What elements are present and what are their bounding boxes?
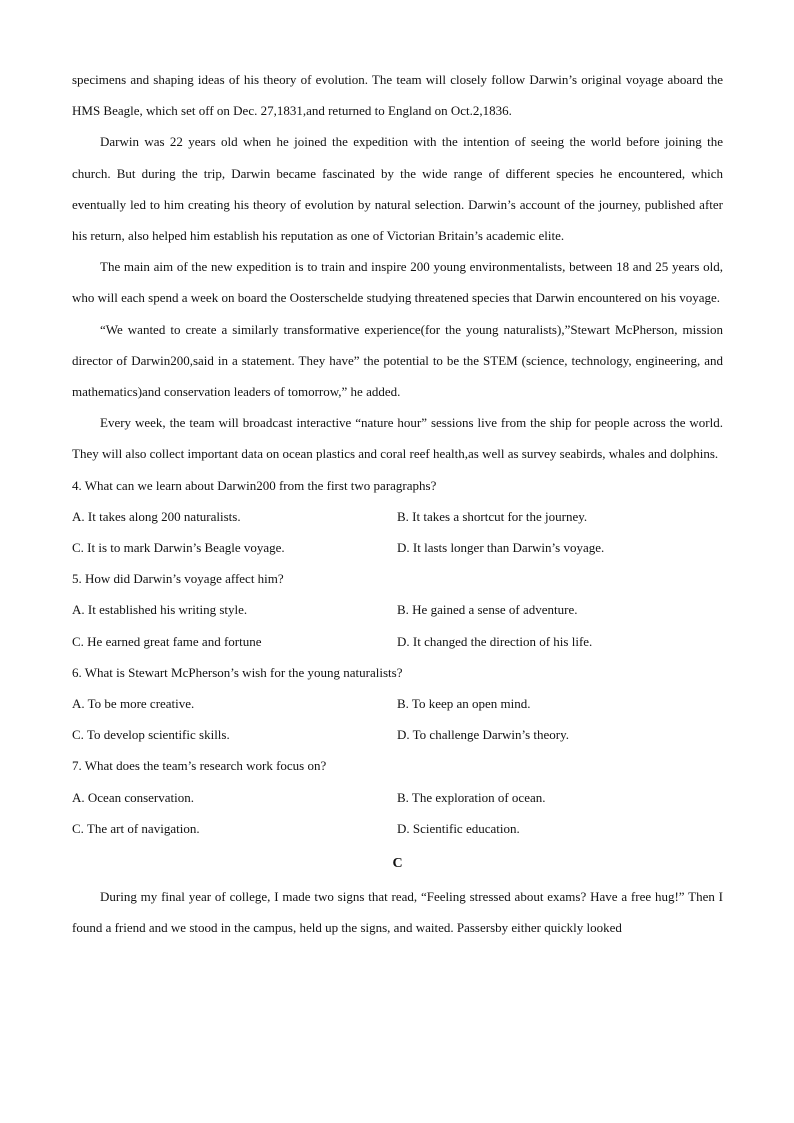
option-row	[72, 813, 723, 844]
option-b: B. To keep an open mind.	[397, 696, 531, 711]
question-stem: 7. What does the team’s research work focus on?	[72, 758, 327, 774]
passage-paragraph: specimens and shaping ideas of his theory of evolution. The team will closely follow Darwin’s original voyage aboard the HMS Beagle, which set off on Dec. 27,1831,and returned to England on Oct.2,1836.	[72, 72, 723, 119]
option-d: D. It lasts longer than Darwin’s voyage.	[397, 540, 605, 556]
option-b: B. It takes a shortcut for the journey.	[397, 508, 588, 524]
option-b: B. The exploration of ocean.	[397, 789, 546, 805]
option-row	[72, 501, 723, 532]
passage-paragraph: During my final year of college, I made two signs that read, “Feeling stressed about exams? Have a free hug!” Then I found a friend and we stood in the campus, held up the signs, and waited. Passersby either quickly looked	[72, 889, 723, 936]
option-c: C. It is to mark Darwin’s Beagle voyage.	[72, 540, 285, 556]
question-stem: 4. What can we learn about Darwin200 from the first two paragraphs?	[72, 477, 437, 493]
option-row	[72, 626, 723, 657]
option-d: D. It changed the direction of his life.	[397, 633, 593, 649]
question-6	[72, 657, 723, 751]
passage-paragraph: Every week, the team will broadcast interactive “nature hour” sessions live from the ship for people across the world. They will also collect important data on ocean plastics and coral reef health,as well as survey seabirds, whales and dolphins.	[72, 415, 723, 462]
question-5	[72, 563, 723, 657]
passage-paragraph: “We wanted to create a similarly transformative experience(for the young naturalists),”Stewart McPherson, mission director of Darwin200,said in a statement. They have” the potential to be the STEM (science, technology, engineering, and mathematics)and conservation leaders of tomorrow,” he added.	[72, 321, 723, 400]
option-a: A. To be more creative.	[72, 696, 195, 711]
question-7	[72, 750, 723, 844]
option-row	[72, 688, 723, 719]
question-4	[72, 470, 723, 564]
option-a: A. Ocean conservation.	[72, 789, 195, 805]
option-row	[72, 719, 723, 750]
option-a: A. It established his writing style.	[72, 602, 248, 618]
document-page	[72, 64, 723, 944]
option-a: A. It takes along 200 naturalists.	[72, 508, 241, 524]
option-d: D. Scientific education.	[397, 820, 520, 836]
option-d: D. To challenge Darwin’s theory.	[397, 727, 570, 743]
option-c: C. He earned great fame and fortune	[72, 633, 262, 649]
question-stem: 6. What is Stewart McPherson’s wish for the young naturalists?	[72, 664, 403, 680]
question-stem: 5. How did Darwin’s voyage affect him?	[72, 571, 284, 587]
option-row	[72, 782, 723, 813]
option-b: B. He gained a sense of adventure.	[397, 602, 578, 618]
option-row	[72, 594, 723, 625]
option-row	[72, 532, 723, 563]
section-heading: C	[392, 855, 403, 871]
option-c: C. The art of navigation.	[72, 820, 200, 836]
passage-paragraph: The main aim of the new expedition is to train and inspire 200 young environmentalists, between 18 and 25 years old, who will each spend a week on board the Oosterschelde studying threatened species that Darwin encountered on his voyage.	[72, 259, 723, 306]
passage-paragraph: Darwin was 22 years old when he joined the expedition with the intention of seeing the world before joining the church. But during the trip, Darwin became fascinated by the wide range of different species he encountered, which eventually led to him creating his theory of evolution by natural selection. Darwin’s account of the journey, published after his return, also helped him establish his reputation as one of Victorian Britain’s academic elite.	[72, 134, 723, 244]
option-c: C. To develop scientific skills.	[72, 727, 230, 743]
